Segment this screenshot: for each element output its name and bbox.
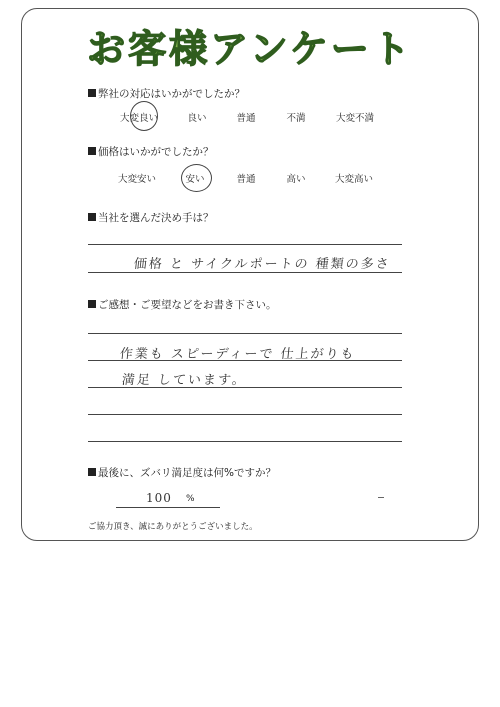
thank-you-note: ご協力頂き、誠にありがとうございました。 bbox=[88, 522, 258, 532]
service-options bbox=[0, 110, 500, 126]
service-option-2[interactable]: 良い bbox=[187, 113, 207, 124]
service-option-4[interactable]: 不満 bbox=[286, 113, 306, 124]
satisfaction-answer-line bbox=[116, 507, 220, 508]
question-reason-label: 当社を選んだ決め手は？ bbox=[98, 212, 214, 224]
question-reason bbox=[88, 210, 214, 225]
comments-answer-line-1: 作業も スピーディーで 仕上がりも bbox=[119, 347, 357, 362]
selected-answer-circle bbox=[181, 164, 212, 192]
question-comments-label: ご感想・ご要望などをお書き下さい。 bbox=[98, 299, 277, 311]
question-service bbox=[88, 86, 245, 101]
price-option-2[interactable]: 安い bbox=[185, 174, 205, 185]
reason-answer-handwriting: 価格 と サイクルポートの 種類の多さ bbox=[133, 257, 392, 272]
answer-line bbox=[88, 333, 402, 334]
answer-line bbox=[88, 387, 402, 388]
question-price bbox=[88, 144, 214, 159]
bullet-square-icon bbox=[88, 213, 96, 221]
question-satisfaction-label: 最後に、ズバリ満足度は何%ですか？ bbox=[98, 467, 276, 479]
service-option-5[interactable]: 大変不満 bbox=[335, 113, 375, 124]
answer-line bbox=[88, 272, 402, 273]
service-option-3[interactable]: 普通 bbox=[236, 113, 256, 124]
bullet-square-icon bbox=[88, 147, 96, 155]
service-option-1[interactable]: 大変良い bbox=[119, 113, 159, 124]
survey-title: お客様アンケート bbox=[87, 27, 413, 71]
question-price-label: 価格はいかがでしたか？ bbox=[98, 146, 214, 158]
question-satisfaction bbox=[88, 465, 276, 480]
price-option-5[interactable]: 大変高い bbox=[334, 174, 374, 185]
answer-line bbox=[88, 441, 402, 442]
question-service-label: 弊社の対応はいかがでしたか？ bbox=[98, 88, 245, 100]
comments-answer-line-2: 満足 しています。 bbox=[121, 373, 248, 388]
price-option-3[interactable]: 普通 bbox=[236, 174, 256, 185]
answer-line bbox=[88, 244, 402, 245]
selected-answer-circle bbox=[130, 101, 158, 131]
price-option-4[interactable]: 高い bbox=[286, 174, 306, 185]
price-option-1[interactable]: 大変安い bbox=[117, 174, 157, 185]
answer-line bbox=[88, 414, 402, 415]
bullet-square-icon bbox=[88, 89, 96, 97]
bullet-square-icon bbox=[88, 300, 96, 308]
price-options bbox=[0, 171, 500, 187]
bullet-square-icon bbox=[88, 468, 96, 476]
stray-mark bbox=[378, 497, 384, 498]
satisfaction-answer-handwriting: 100 bbox=[146, 491, 172, 505]
question-comments bbox=[88, 297, 277, 312]
percent-unit: % bbox=[186, 494, 195, 504]
answer-line bbox=[88, 360, 402, 361]
